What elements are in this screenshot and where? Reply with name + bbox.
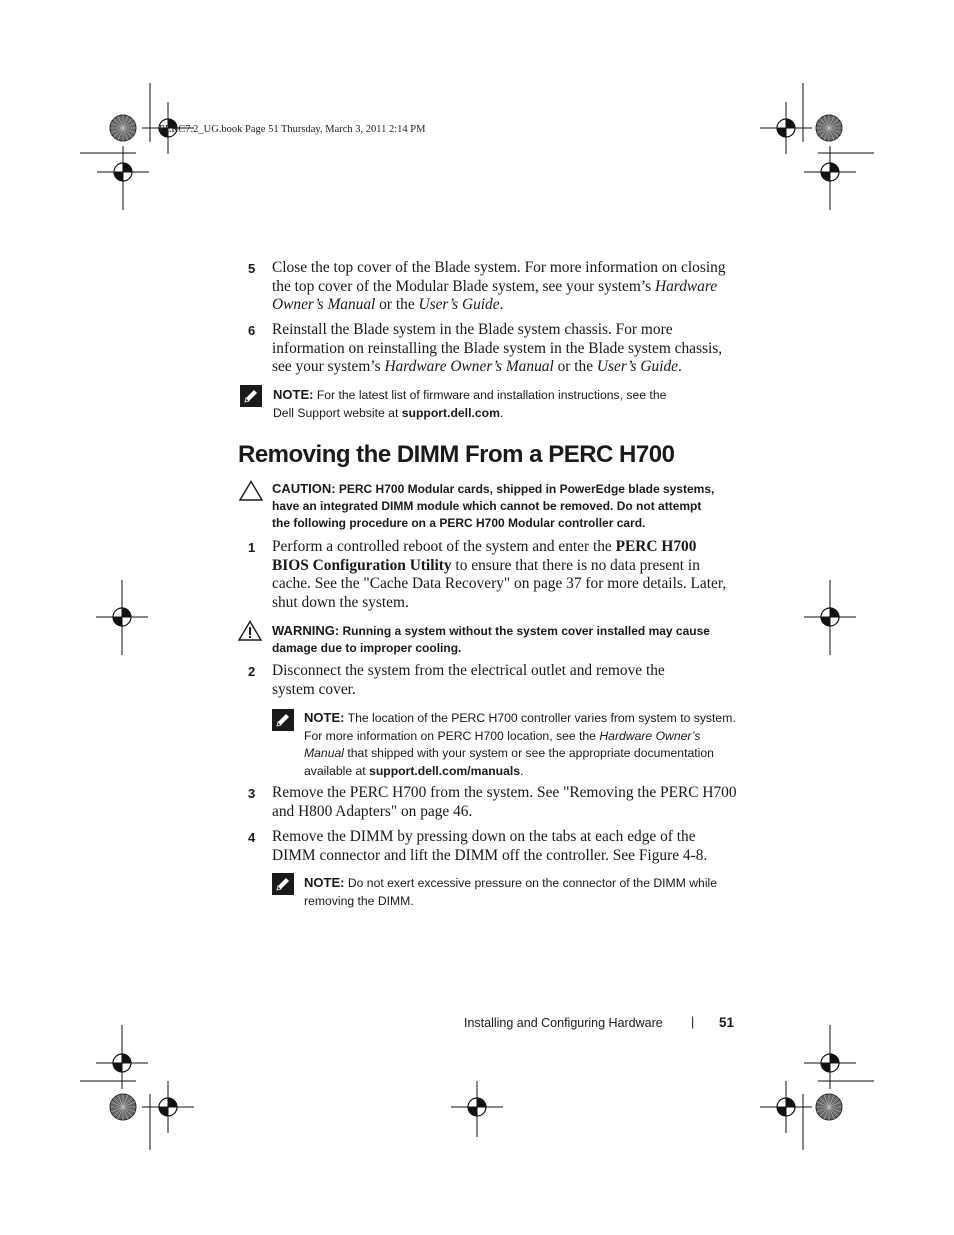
- footer-separator: |: [691, 1015, 695, 1029]
- book-slug: PERC7.2_UG.book Page 51 Thursday, March 3, 2011 2:14 PM: [159, 124, 426, 135]
- pencil-note-icon: [272, 709, 294, 731]
- step-number: 1: [248, 540, 256, 555]
- registration-mark-icon: [760, 102, 812, 154]
- step-number: 5: [248, 261, 256, 276]
- pencil-note-icon: [272, 873, 294, 895]
- step-6-text: Reinstall the Blade system in the Blade system chassis. For more information on reinstalling the Blade system in the Blade system chassis, see your system’s Hardware Owner’s Manual or the User’s Guide.: [272, 321, 723, 376]
- color-wheel-icon: [816, 1094, 842, 1120]
- color-wheel-icon: [816, 115, 842, 141]
- warning-triangle-icon: [238, 620, 262, 641]
- pencil-note-icon: [240, 385, 262, 407]
- step-3-text: Remove the PERC H700 from the system. See "Removing the PERC H700 and H800 Adapters" on page 46.: [272, 784, 737, 820]
- color-wheel-icon: [110, 115, 136, 141]
- step-number: 4: [248, 830, 256, 845]
- warning-notice: WARNING: Running a system without the system cover installed may cause damage due to improper cooling.: [272, 623, 710, 656]
- caution-triangle-icon: [239, 480, 263, 501]
- footer-section-title: Installing and Configuring Hardware: [464, 1016, 663, 1030]
- section-heading: Removing the DIMM From a PERC H700: [238, 441, 675, 468]
- note-1: NOTE: For the latest list of firmware and installation instructions, see the Dell Support website at support.dell.com.: [273, 387, 667, 420]
- note-3: NOTE: Do not exert excessive pressure on the connector of the DIMM while removing the DIMM.: [304, 875, 718, 908]
- step-number: 3: [248, 786, 256, 801]
- step-5-text: Close the top cover of the Blade system. For more information on closing the top cover of the Modular Blade system, see your system’s Hardware Owner’s Manual or the User’s Guide.: [272, 259, 726, 314]
- step-number: 2: [248, 664, 256, 679]
- caution-notice: CAUTION: PERC H700 Modular cards, shipped in PowerEdge blade systems, have an integrated DIMM module which cannot be removed. Do not attempt the following procedure on a PERC H700 Modular controller card.: [272, 481, 715, 531]
- note-2: NOTE: The location of the PERC H700 controller varies from system to system. For more information on PERC H700 location, see the Hardware Owner’s Manual that shipped with your system or see the appropriate documentation available at support.dell.com/manuals.: [304, 710, 736, 779]
- registration-mark-icon: [760, 1081, 812, 1133]
- step-1-text: Perform a controlled reboot of the system and enter the PERC H700 BIOS Configuration Utility to ensure that there is no data present in cache. See the "Cache Data Recovery" on page 37 for more details. Later, shut down the system.: [272, 538, 727, 612]
- step-4-text: Remove the DIMM by pressing down on the tabs at each edge of the DIMM connector and lift the DIMM off the controller. See Figure 4-8.: [272, 828, 708, 864]
- step-2-text: Disconnect the system from the electrical outlet and remove the system cover.: [272, 662, 665, 698]
- manuals-link[interactable]: support.dell.com/manuals: [369, 764, 521, 779]
- step-number: 6: [248, 323, 256, 338]
- support-link[interactable]: support.dell.com: [401, 405, 500, 420]
- page-number: 51: [719, 1015, 735, 1030]
- color-wheel-icon: [110, 1094, 136, 1120]
